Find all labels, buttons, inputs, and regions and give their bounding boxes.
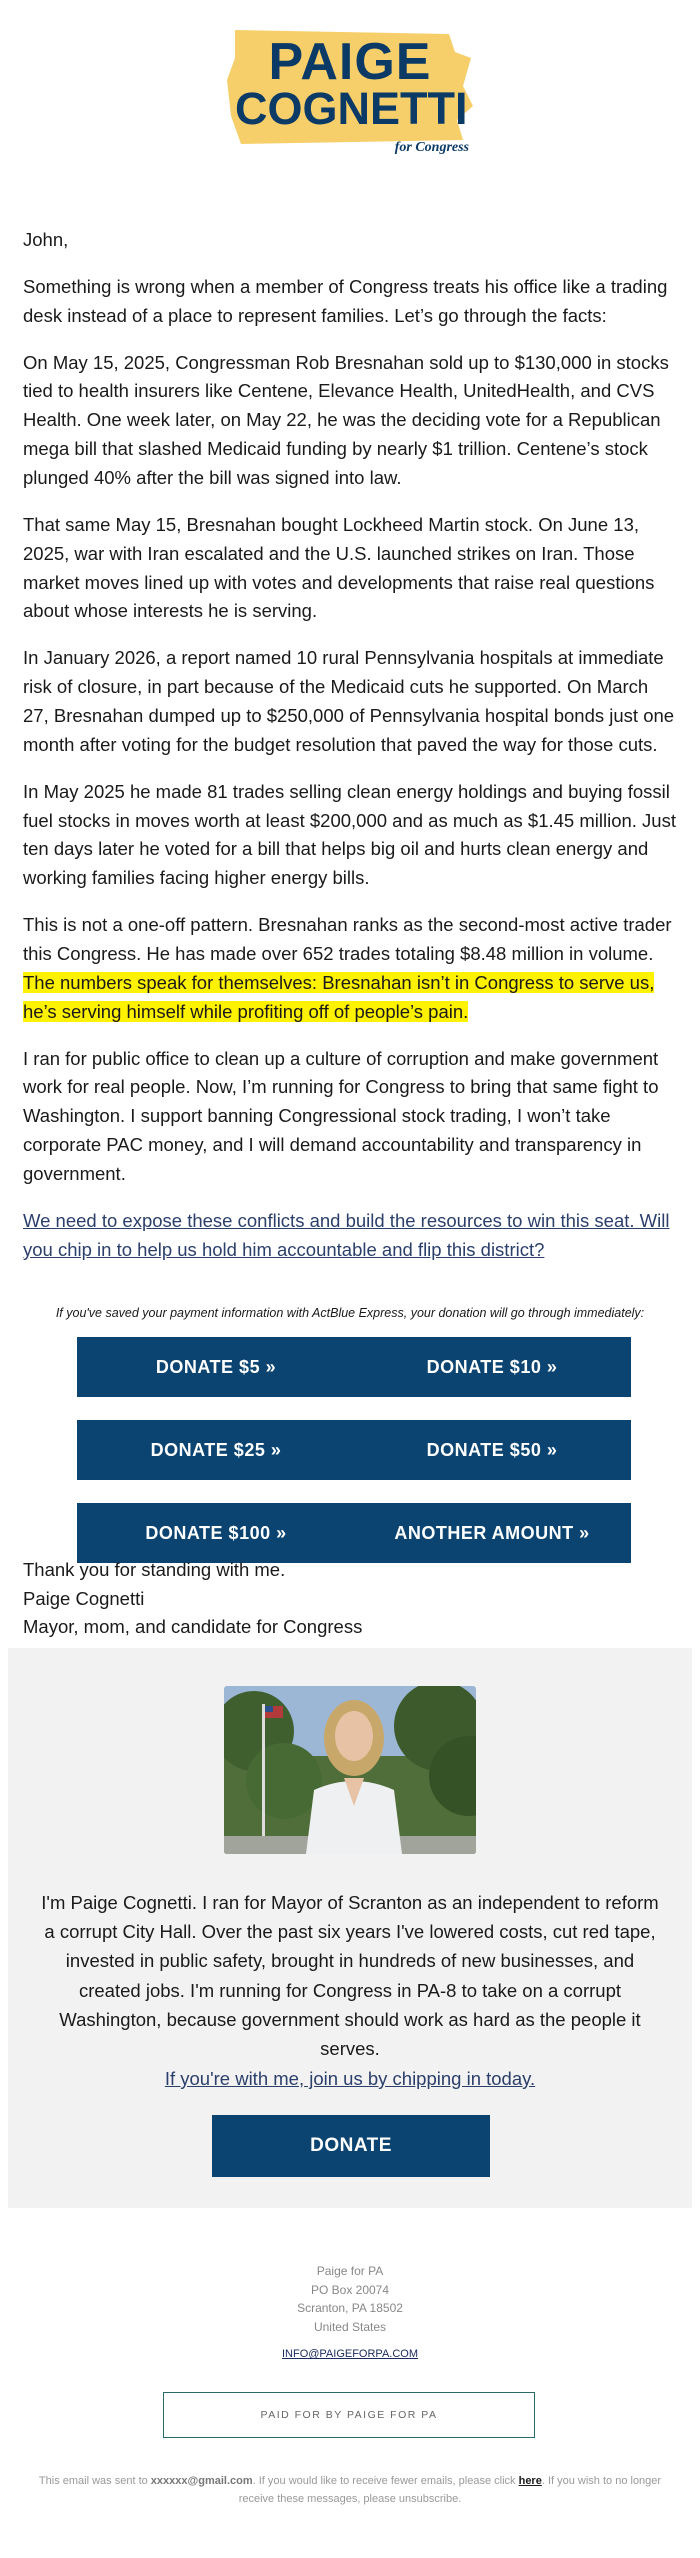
donate-100-button[interactable]: DONATE $100 »: [77, 1503, 355, 1563]
logo-line-paige: PAIGE: [268, 33, 432, 91]
fewer-emails-link[interactable]: here: [518, 2475, 542, 2487]
donate-10-button[interactable]: DONATE $10 »: [353, 1337, 631, 1397]
paragraph-energy-trades: In May 2025 he made 81 trades selling clean energy holdings and buying fossil fuel stocks in moves worth at least $200,000 and as much as $1.45 million. Just ten days later he voted for a bill that helps big oil and hurts clean energy and working families facing higher energy bills.: [23, 780, 676, 889]
bio-chip-in-link[interactable]: If you're with me, join us by chipping in today.: [164, 2068, 536, 2089]
signoff-title: Mayor, mom, and candidate for Congress: [23, 1616, 363, 1638]
highlighted-statement: The numbers speak for themselves: Bresnahan isn’t in Congress to serve us, he’s serving himself while profiting off of people’s pain.: [23, 971, 655, 1022]
cta-donate-link[interactable]: We need to expose these conflicts and build the resources to win this seat. Will you chip in to help us hold him accountable and flip this district?: [23, 1209, 670, 1260]
footer-pobox: PO Box 20074: [310, 2282, 390, 2297]
bio-section: [8, 1648, 692, 2208]
footer-email-link[interactable]: INFO@PAIGEFORPA.COM: [281, 2348, 419, 2361]
paragraph-pattern: [23, 911, 677, 1026]
footer-city: Scranton, PA 18502: [297, 2301, 403, 2316]
logo-line-cognetti: COGNETTI: [235, 83, 468, 134]
logo-tagline: for Congress: [394, 140, 469, 155]
bio-chip-in-link-wrapper: [8, 2068, 692, 2090]
campaign-logo: [227, 28, 473, 160]
bio-donate-button[interactable]: DONATE: [212, 2115, 490, 2177]
email-body: [23, 226, 677, 1283]
signoff-thanks: Thank you for standing with me.: [23, 1559, 286, 1580]
footer-country: United States: [313, 2319, 387, 2334]
signoff-name: Paige Cognetti: [23, 1587, 145, 1609]
candidate-photo: [224, 1686, 476, 1854]
recipient-email: xxxxxx@gmail.com: [150, 2475, 253, 2487]
donate-25-button[interactable]: DONATE $25 »: [77, 1420, 355, 1480]
legal-mid: . If you would like to receive fewer emails, please click: [252, 2475, 519, 2487]
paragraph-candidate: I ran for public office to clean up a culture of corruption and make government work for real people. Now, I’m running for Congress to bring that same fight to Washington. I support banning Congressional stock trading, I won’t take corporate PAC money, and I will demand accountability and transparency in government.: [23, 1047, 659, 1185]
bio-text: I'm Paige Cognetti. I ran for Mayor of Scranton as an independent to reform a corrupt City Hall. Over the past six years I've lowered costs, cut red tape, invested in public safety, brought in hundreds of new businesses, and created jobs. I'm running for Congress in PA-8 to take on a corrupt Washington, because government should work as hard as the people it serves.: [41, 1892, 659, 2060]
signoff: [23, 1556, 362, 1642]
legal-notice: [30, 2473, 670, 2508]
paragraph-hospital-bonds: In January 2026, a report named 10 rural Pennsylvania hospitals at immediate risk of closure, in part because of the Medicaid cuts he supported. On March 27, Bresnahan dumped up to $250,000 of Pennsylvania hospital bonds just one month after voting for the budget resolution that paved the way for those cuts.: [23, 647, 675, 755]
greeting: John,: [23, 229, 69, 250]
footer-org: Paige for PA: [316, 2264, 384, 2278]
footer-address: [0, 2262, 700, 2363]
donate-50-button[interactable]: DONATE $50 »: [353, 1420, 631, 1480]
paid-for-disclaimer: PAID FOR BY PAIGE FOR PA: [163, 2392, 535, 2438]
actblue-express-note: If you've saved your payment information with ActBlue Express, your donation will go through immediately:: [55, 1306, 645, 1320]
legal-suffix: . If you wish to no longer receive these messages, please unsubscribe.: [238, 2475, 662, 2505]
pattern-text: This is not a one-off pattern. Bresnahan ranks as the second-most active trader this Congress. He has made over 652 trades totaling $8.48 million in volume.: [23, 914, 672, 965]
paragraph-lockheed: That same May 15, Bresnahan bought Lockheed Martin stock. On June 13, 2025, war with Iran escalated and the U.S. launched strikes on Iran. Those market moves lined up with votes and developments that raise real questions about whose interests he is serving.: [23, 513, 655, 622]
paragraph-health-stocks: On May 15, 2025, Congressman Rob Bresnahan sold up to $130,000 in stocks tied to health insurers like Centene, Elevance Health, UnitedHealth, and CVS Health. One week later, on May 22, he was the deciding vote for a Republican mega bill that slashed Medicaid funding by nearly $1 trillion. Centene’s stock plunged 40% after the bill was signed into law.: [23, 351, 669, 489]
paragraph-intro: Something is wrong when a member of Congress treats his office like a trading desk instead of a place to represent families. Let’s go through the facts:: [23, 275, 668, 326]
donate-5-button[interactable]: DONATE $5 »: [77, 1337, 355, 1397]
paragraph-cta: [23, 1207, 677, 1265]
donate-other-amount-button[interactable]: ANOTHER AMOUNT »: [353, 1503, 631, 1563]
legal-prefix: This email was sent to: [38, 2475, 151, 2487]
